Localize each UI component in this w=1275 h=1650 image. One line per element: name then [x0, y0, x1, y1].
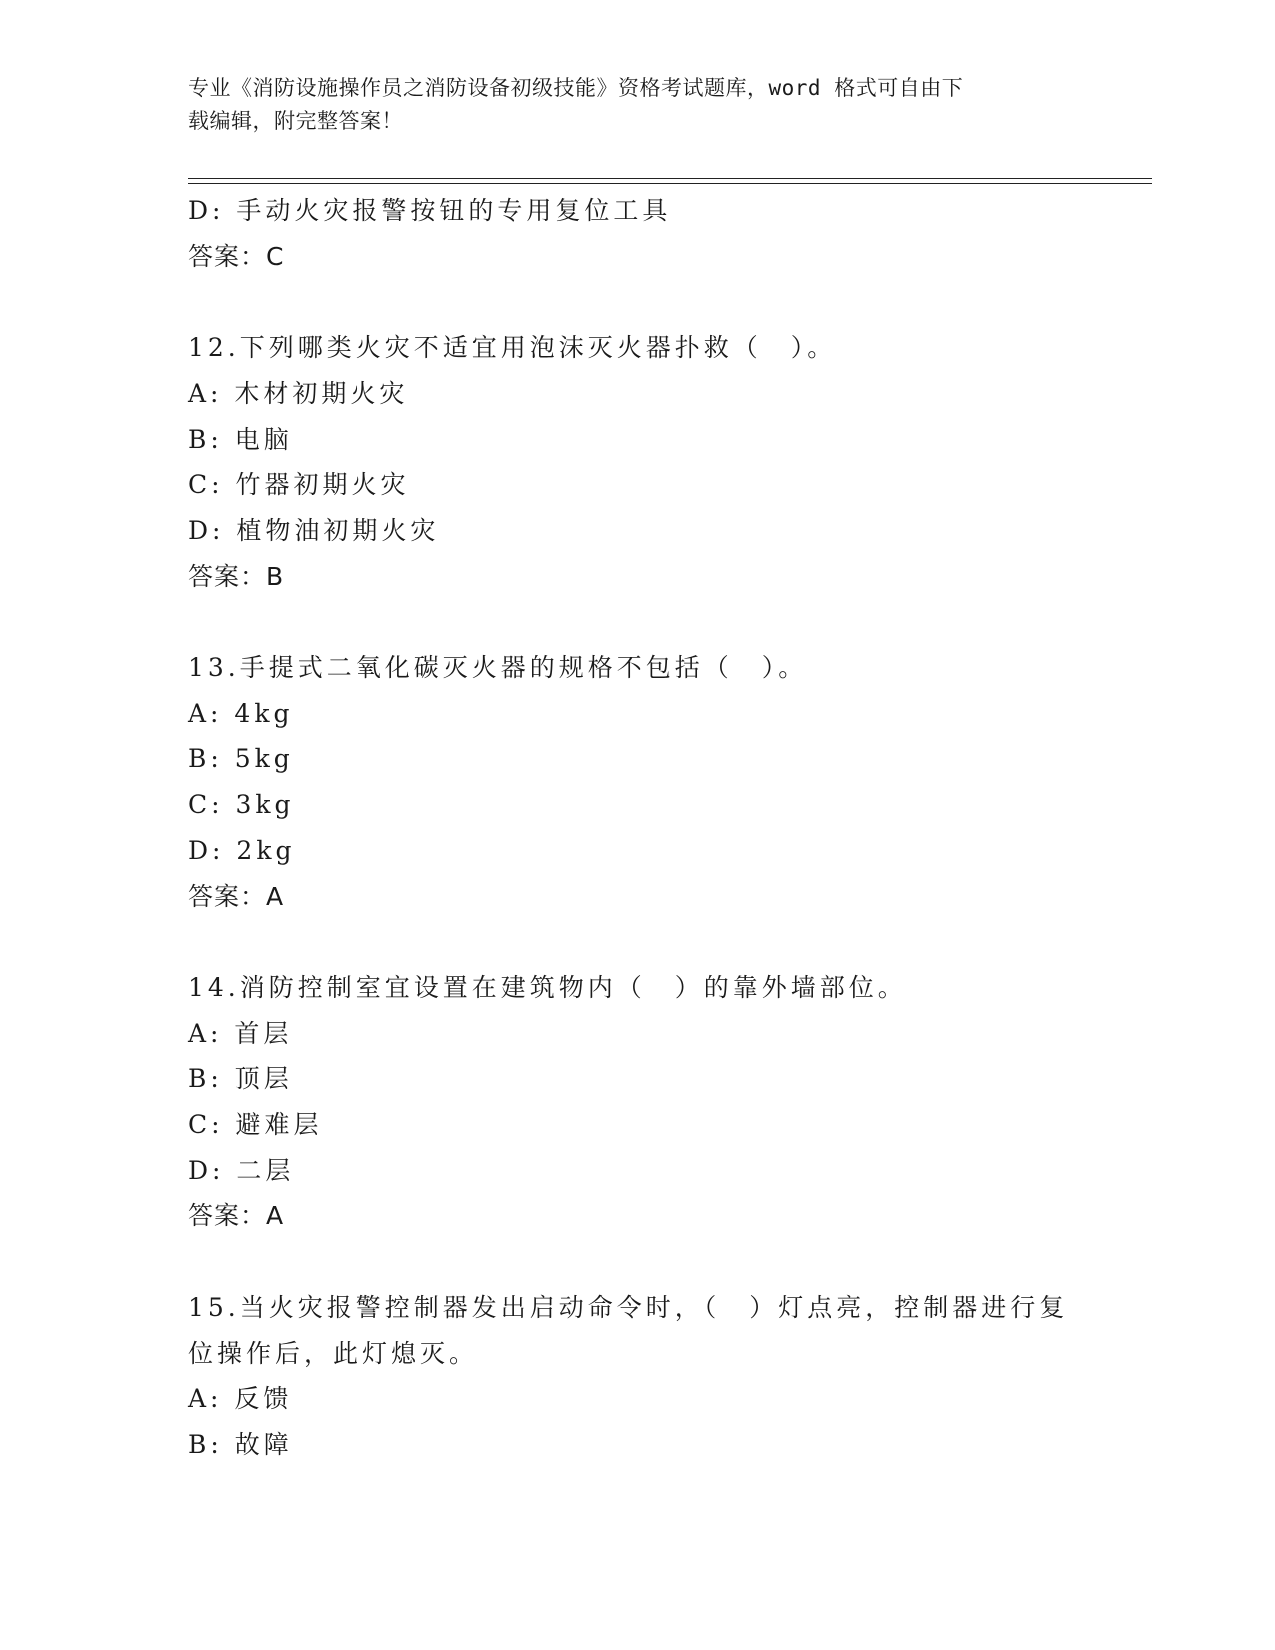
- option-a: A: 首层: [188, 1018, 293, 1048]
- header-line-1: 专业《消防设施操作员之消防设备初级技能》资格考试题库，word 格式可自由下: [188, 76, 964, 100]
- question-15: [188, 1285, 1088, 1468]
- question-stem: 13.手提式二氧化碳灭火器的规格不包括（ ）。: [188, 653, 808, 682]
- answer: 答案：B: [188, 561, 285, 591]
- option-c: C: 竹器初期火灾: [188, 470, 410, 500]
- question-stem: 14.消防控制室宜设置在建筑物内（ ）的靠外墙部位。: [188, 972, 907, 1002]
- option-c: C: 3kg: [188, 790, 295, 820]
- option-a: A: 木材初期火灾: [188, 378, 409, 408]
- answer: 答案：A: [188, 1201, 285, 1231]
- option-a: A: 4kg: [188, 698, 294, 728]
- question-14: [188, 965, 1088, 1239]
- prev-answer: 答案：C: [188, 241, 285, 271]
- option-d: D: 2kg: [188, 835, 296, 865]
- answer: 答案：A: [188, 881, 285, 911]
- prev-option-d: D: 手动火灾报警按钮的专用复位工具: [188, 196, 672, 225]
- question-stem-line-2: 位操作后，此灯熄灭。: [188, 1338, 479, 1368]
- option-d: D: 植物油初期火灾: [188, 515, 440, 545]
- option-b: B: 顶层: [188, 1064, 293, 1094]
- option-b: B: 电脑: [188, 424, 293, 454]
- option-c: C: 避难层: [188, 1110, 323, 1140]
- option-a: A: 反馈: [188, 1384, 293, 1414]
- header-rule-bottom: [188, 183, 1152, 184]
- header-rule-top: [188, 178, 1152, 179]
- question-list: [188, 188, 1088, 1468]
- header-line-2: 载编辑，附完整答案！: [188, 109, 403, 133]
- spacer: [188, 1239, 1088, 1285]
- spacer: [188, 599, 1088, 645]
- spacer: [188, 919, 1088, 965]
- question-stem-line-1: 15.当火灾报警控制器发出启动命令时，（ ）灯点亮，控制器进行复: [188, 1292, 1069, 1322]
- question-12: [188, 325, 1088, 599]
- option-b: B: 5kg: [188, 744, 294, 774]
- question-13: [188, 645, 1088, 919]
- spacer: [188, 279, 1088, 325]
- question-stem: 12.下列哪类火灾不适宜用泡沫灭火器扑救（ ）。: [188, 333, 837, 363]
- option-d: D: 二层: [188, 1155, 295, 1185]
- document-header: [188, 72, 1088, 138]
- option-b: B: 故障: [188, 1429, 293, 1459]
